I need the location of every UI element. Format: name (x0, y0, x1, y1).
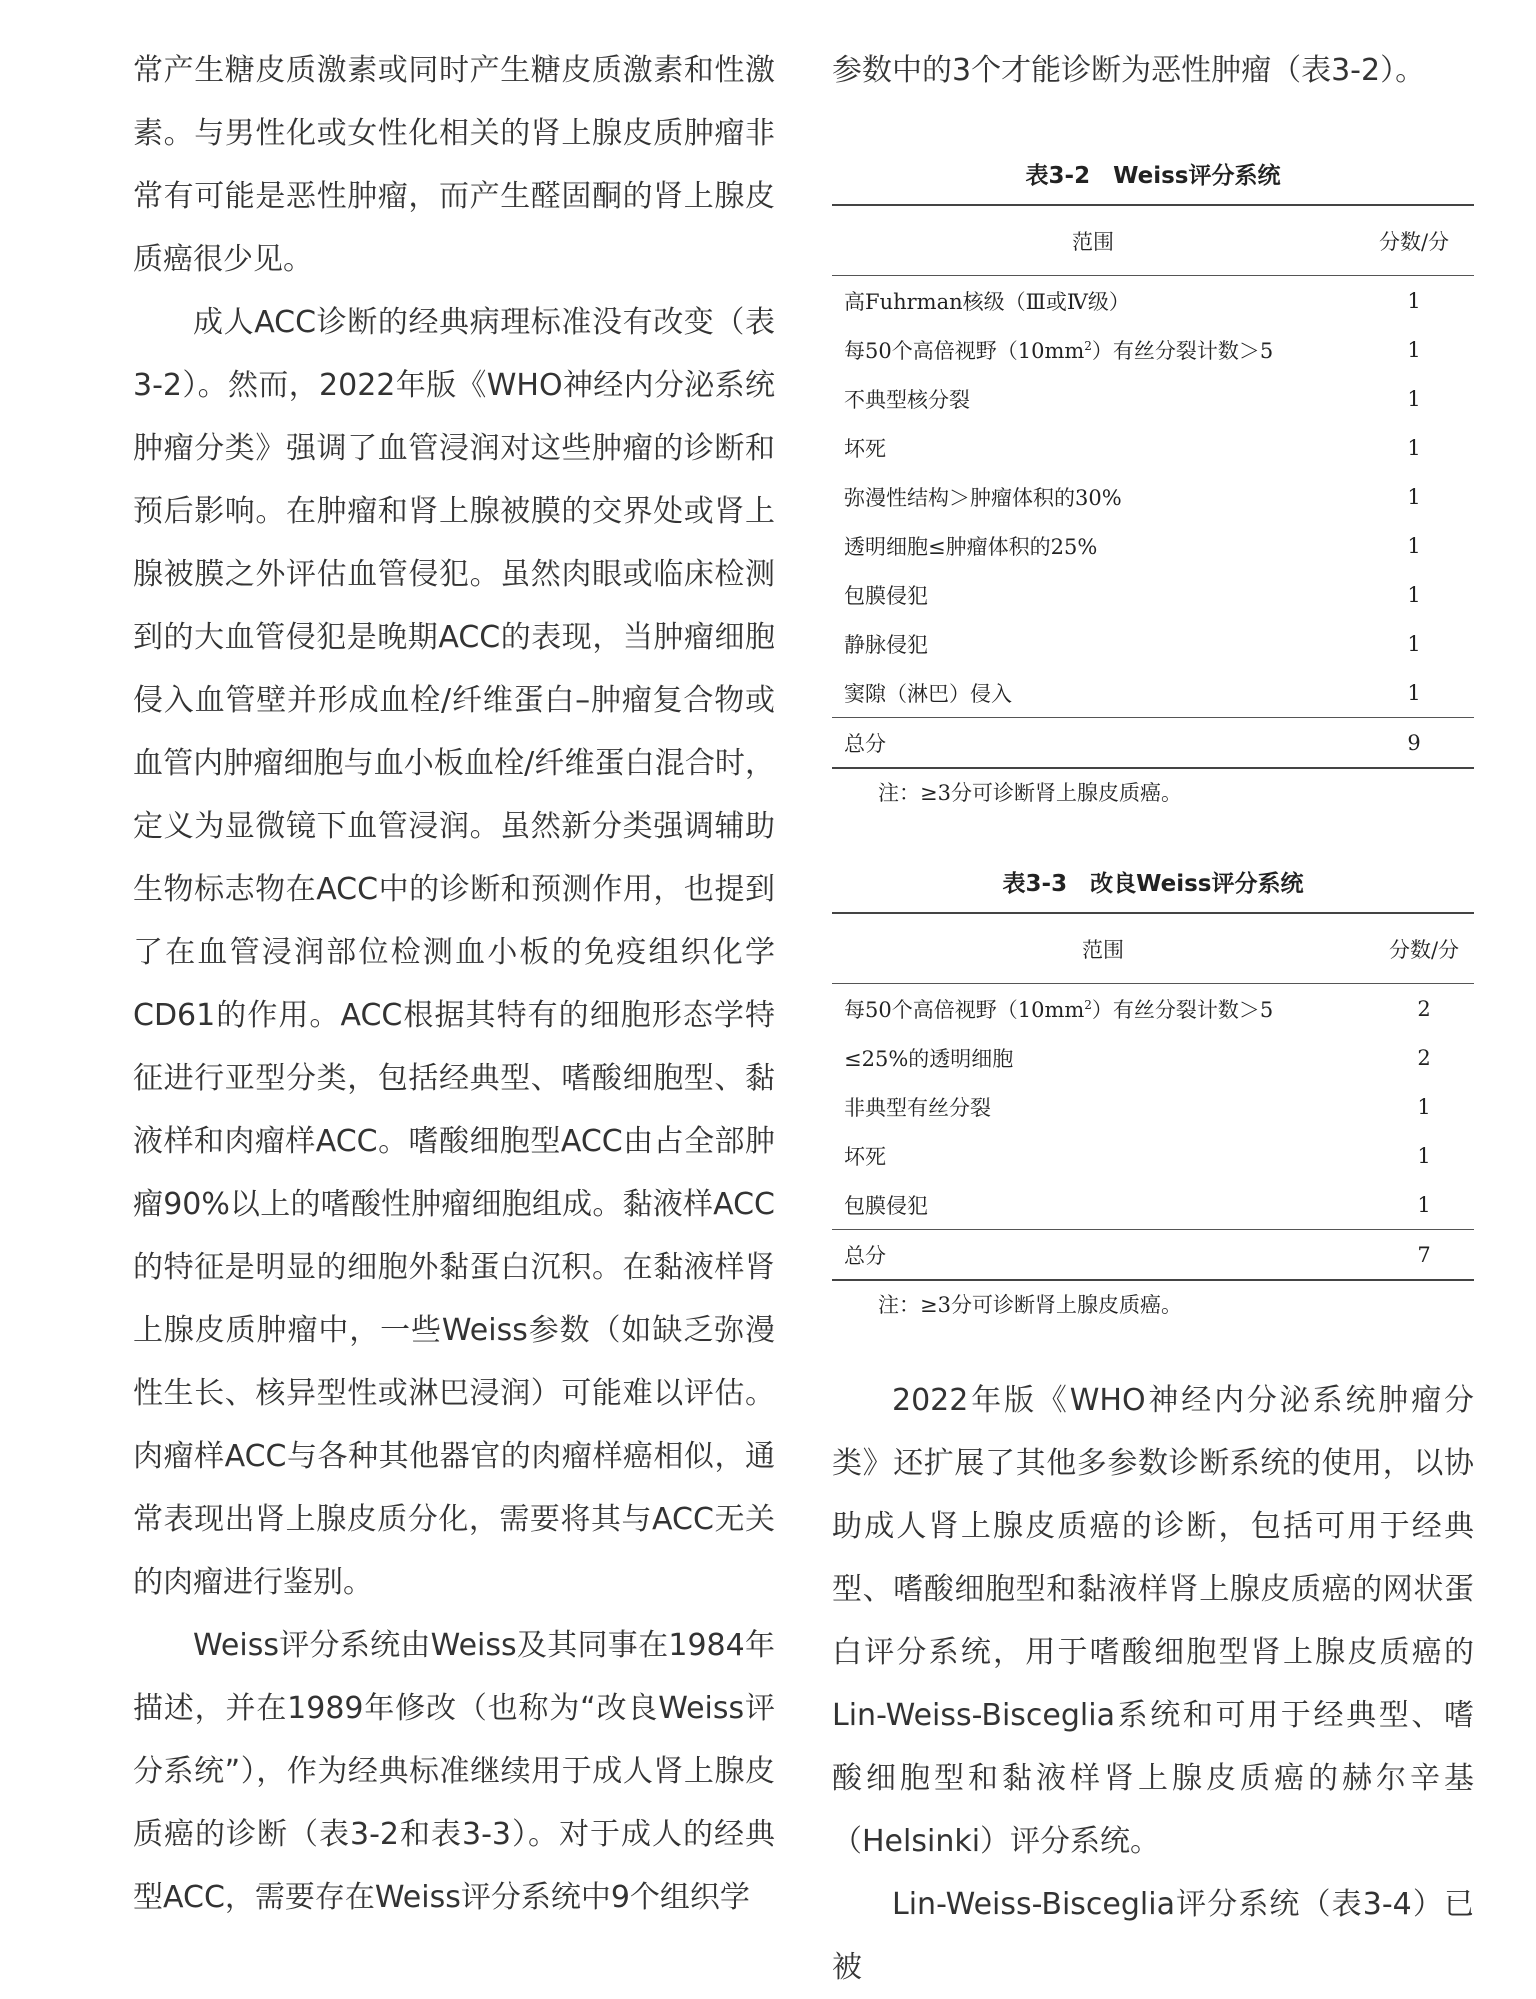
total-row (832, 718, 1474, 769)
modified-weiss-score-table (832, 912, 1474, 1281)
table-note: 注：≥3分可诊断肾上腺皮质癌。 (878, 781, 1182, 805)
table-row (832, 276, 1474, 326)
table-3-2 (832, 157, 1474, 807)
table-row (832, 325, 1474, 374)
criterion-cell (832, 1082, 1374, 1131)
criterion-text: 非典型有丝分裂 (844, 1095, 991, 1120)
body-paragraph: 常产生糖皮质激素或同时产生糖皮质激素和性激素。与男性化或女性化相关的肾上腺皮质肿瘤非常有可能是恶性肿瘤，而产生醛固酮的肾上腺皮质癌很少见。 (133, 53, 775, 277)
criterion-text: ）有丝分裂计数＞5 (1091, 338, 1274, 363)
criterion-text: ≤25%的透明细胞 (844, 1046, 1014, 1071)
table-header-row (832, 205, 1474, 276)
table-row (832, 619, 1474, 668)
criterion-cell (832, 619, 1354, 668)
criterion-cell (832, 1180, 1374, 1230)
total-label: 总分 (832, 1230, 1374, 1281)
table-row (832, 1131, 1474, 1180)
table-row (832, 472, 1474, 521)
table-row (832, 1180, 1474, 1230)
table-row (832, 1033, 1474, 1082)
total-score: 7 (1374, 1230, 1474, 1281)
score-cell: 2 (1417, 996, 1431, 1021)
score-cell: 1 (1417, 1192, 1431, 1217)
criterion-text: 透明细胞≤肿瘤体积的25% (844, 534, 1098, 559)
table-row (832, 374, 1474, 423)
criterion-text: 每50个高倍视野（10mm (844, 338, 1085, 363)
body-paragraph: 参数中的3个才能诊断为恶性肿瘤（表3-2）。 (832, 53, 1426, 88)
criterion-cell (832, 325, 1354, 374)
table-row (832, 1082, 1474, 1131)
score-cell: 1 (1407, 680, 1421, 705)
column-header-range: 范围 (832, 205, 1354, 276)
criterion-cell (832, 521, 1354, 570)
left-column (133, 0, 775, 1929)
table-row (832, 668, 1474, 718)
table-header-row (832, 913, 1474, 984)
criterion-text: 每50个高倍视野（10mm (844, 997, 1085, 1022)
criterion-cell (832, 472, 1354, 521)
score-cell: 1 (1407, 435, 1421, 460)
body-paragraph: 成人ACC诊断的经典病理标准没有改变（表3-2）。然而，2022年版《WHO神经内分泌系统肿瘤分类》强调了血管浸润对这些肿瘤的诊断和预后影响。在肿瘤和肾上腺被膜的交界处或肾上腺被膜之外评估血管侵犯。虽然肉眼或临床检测到的大血管侵犯是晚期ACC的表现，当肿瘤细胞侵入血管壁并形成血栓/纤维蛋白–肿瘤复合物或血管内肿瘤细胞与血小板血栓/纤维蛋白混合时，定义为显微镜下血管浸润。虽然新分类强调辅助生物标志物在ACC中的诊断和预测作用，也提到了在血管浸润部位检测血小板的免疫组织化学CD61的作用。ACC根据其特有的细胞形态学特征进行亚型分类，包括经典型、嗜酸细胞型、黏液样和肉瘤样ACC。嗜酸细胞型ACC由占全部肿瘤90%以上的嗜酸性肿瘤细胞组成。黏液样ACC的特征是明显的细胞外黏蛋白沉积。在黏液样肾上腺皮质肿瘤中，一些Weiss参数（如缺乏弥漫性生长、核异型性或淋巴浸润）可能难以评估。肉瘤样ACC与各种其他器官的肉瘤样癌相似，通常表现出肾上腺皮质分化，需要将其与ACC无关的肉瘤进行鉴别。 (133, 305, 775, 1600)
table-row (832, 570, 1474, 619)
right-column (832, 0, 1474, 1999)
criterion-cell (832, 570, 1354, 619)
criterion-cell (832, 276, 1354, 326)
column-header-range: 范围 (832, 913, 1374, 984)
score-cell: 2 (1417, 1045, 1431, 1070)
score-cell: 1 (1417, 1143, 1431, 1168)
score-cell: 1 (1407, 386, 1421, 411)
column-header-score: 分数/分 (1354, 205, 1474, 276)
body-paragraph: 2022年版《WHO神经内分泌系统肿瘤分类》还扩展了其他多参数诊断系统的使用，以协助成人肾上腺皮质癌的诊断，包括可用于经典型、嗜酸细胞型和黏液样肾上腺皮质癌的网状蛋白评分系统，用于嗜酸细胞型肾上腺皮质癌的Lin-Weiss-Bisceglia系统和可用于经典型、嗜酸细胞型和黏液样肾上腺皮质癌的赫尔辛基（Helsinki）评分系统。 (832, 1383, 1474, 1859)
criterion-text: 坏死 (844, 436, 886, 461)
criterion-cell (832, 374, 1354, 423)
score-cell: 1 (1407, 582, 1421, 607)
score-cell: 1 (1407, 288, 1421, 313)
criterion-cell (832, 1131, 1374, 1180)
criterion-text: ）有丝分裂计数＞5 (1091, 997, 1274, 1022)
criterion-text: 包膜侵犯 (844, 583, 928, 608)
table-row (832, 521, 1474, 570)
table-row (832, 984, 1474, 1034)
criterion-text: 窦隙（淋巴）侵入 (844, 681, 1012, 706)
score-cell: 1 (1417, 1094, 1431, 1119)
criterion-text: 不典型核分裂 (844, 387, 970, 412)
criterion-cell (832, 1033, 1374, 1082)
criterion-text: 弥漫性结构＞肿瘤体积的30% (844, 485, 1122, 510)
criterion-text: 包膜侵犯 (844, 1193, 928, 1218)
score-cell: 1 (1407, 533, 1421, 558)
criterion-cell (832, 668, 1354, 718)
column-header-score: 分数/分 (1374, 913, 1474, 984)
total-row (832, 1230, 1474, 1281)
criterion-cell (832, 423, 1354, 472)
total-label: 总分 (832, 718, 1354, 769)
criterion-text: 静脉侵犯 (844, 632, 928, 657)
criterion-text: 高Fuhrman核级（Ⅲ或Ⅳ级） (844, 289, 1130, 314)
table-title: 表3-2 Weiss评分系统 (1025, 163, 1281, 189)
table-row (832, 423, 1474, 472)
weiss-score-table (832, 204, 1474, 769)
superscript: 2 (1084, 338, 1092, 353)
score-cell: 1 (1407, 337, 1421, 362)
table-3-3 (832, 865, 1474, 1319)
total-score: 9 (1354, 718, 1474, 769)
table-title: 表3-3 改良Weiss评分系统 (1002, 871, 1304, 897)
body-paragraph: Lin-Weiss-Bisceglia评分系统（表3-4）已被 (832, 1887, 1474, 1985)
body-paragraph: Weiss评分系统由Weiss及其同事在1984年描述，并在1989年修改（也称为“改良Weiss评分系统”），作为经典标准继续用于成人肾上腺皮质癌的诊断（表3-2和表3-3）。对于成人的经典型ACC，需要存在Weiss评分系统中9个组织学 (133, 1628, 775, 1915)
table-note: 注：≥3分可诊断肾上腺皮质癌。 (878, 1293, 1182, 1317)
criterion-cell (832, 984, 1374, 1034)
superscript: 2 (1084, 997, 1092, 1012)
criterion-text: 坏死 (844, 1144, 886, 1169)
score-cell: 1 (1407, 484, 1421, 509)
score-cell: 1 (1407, 631, 1421, 656)
